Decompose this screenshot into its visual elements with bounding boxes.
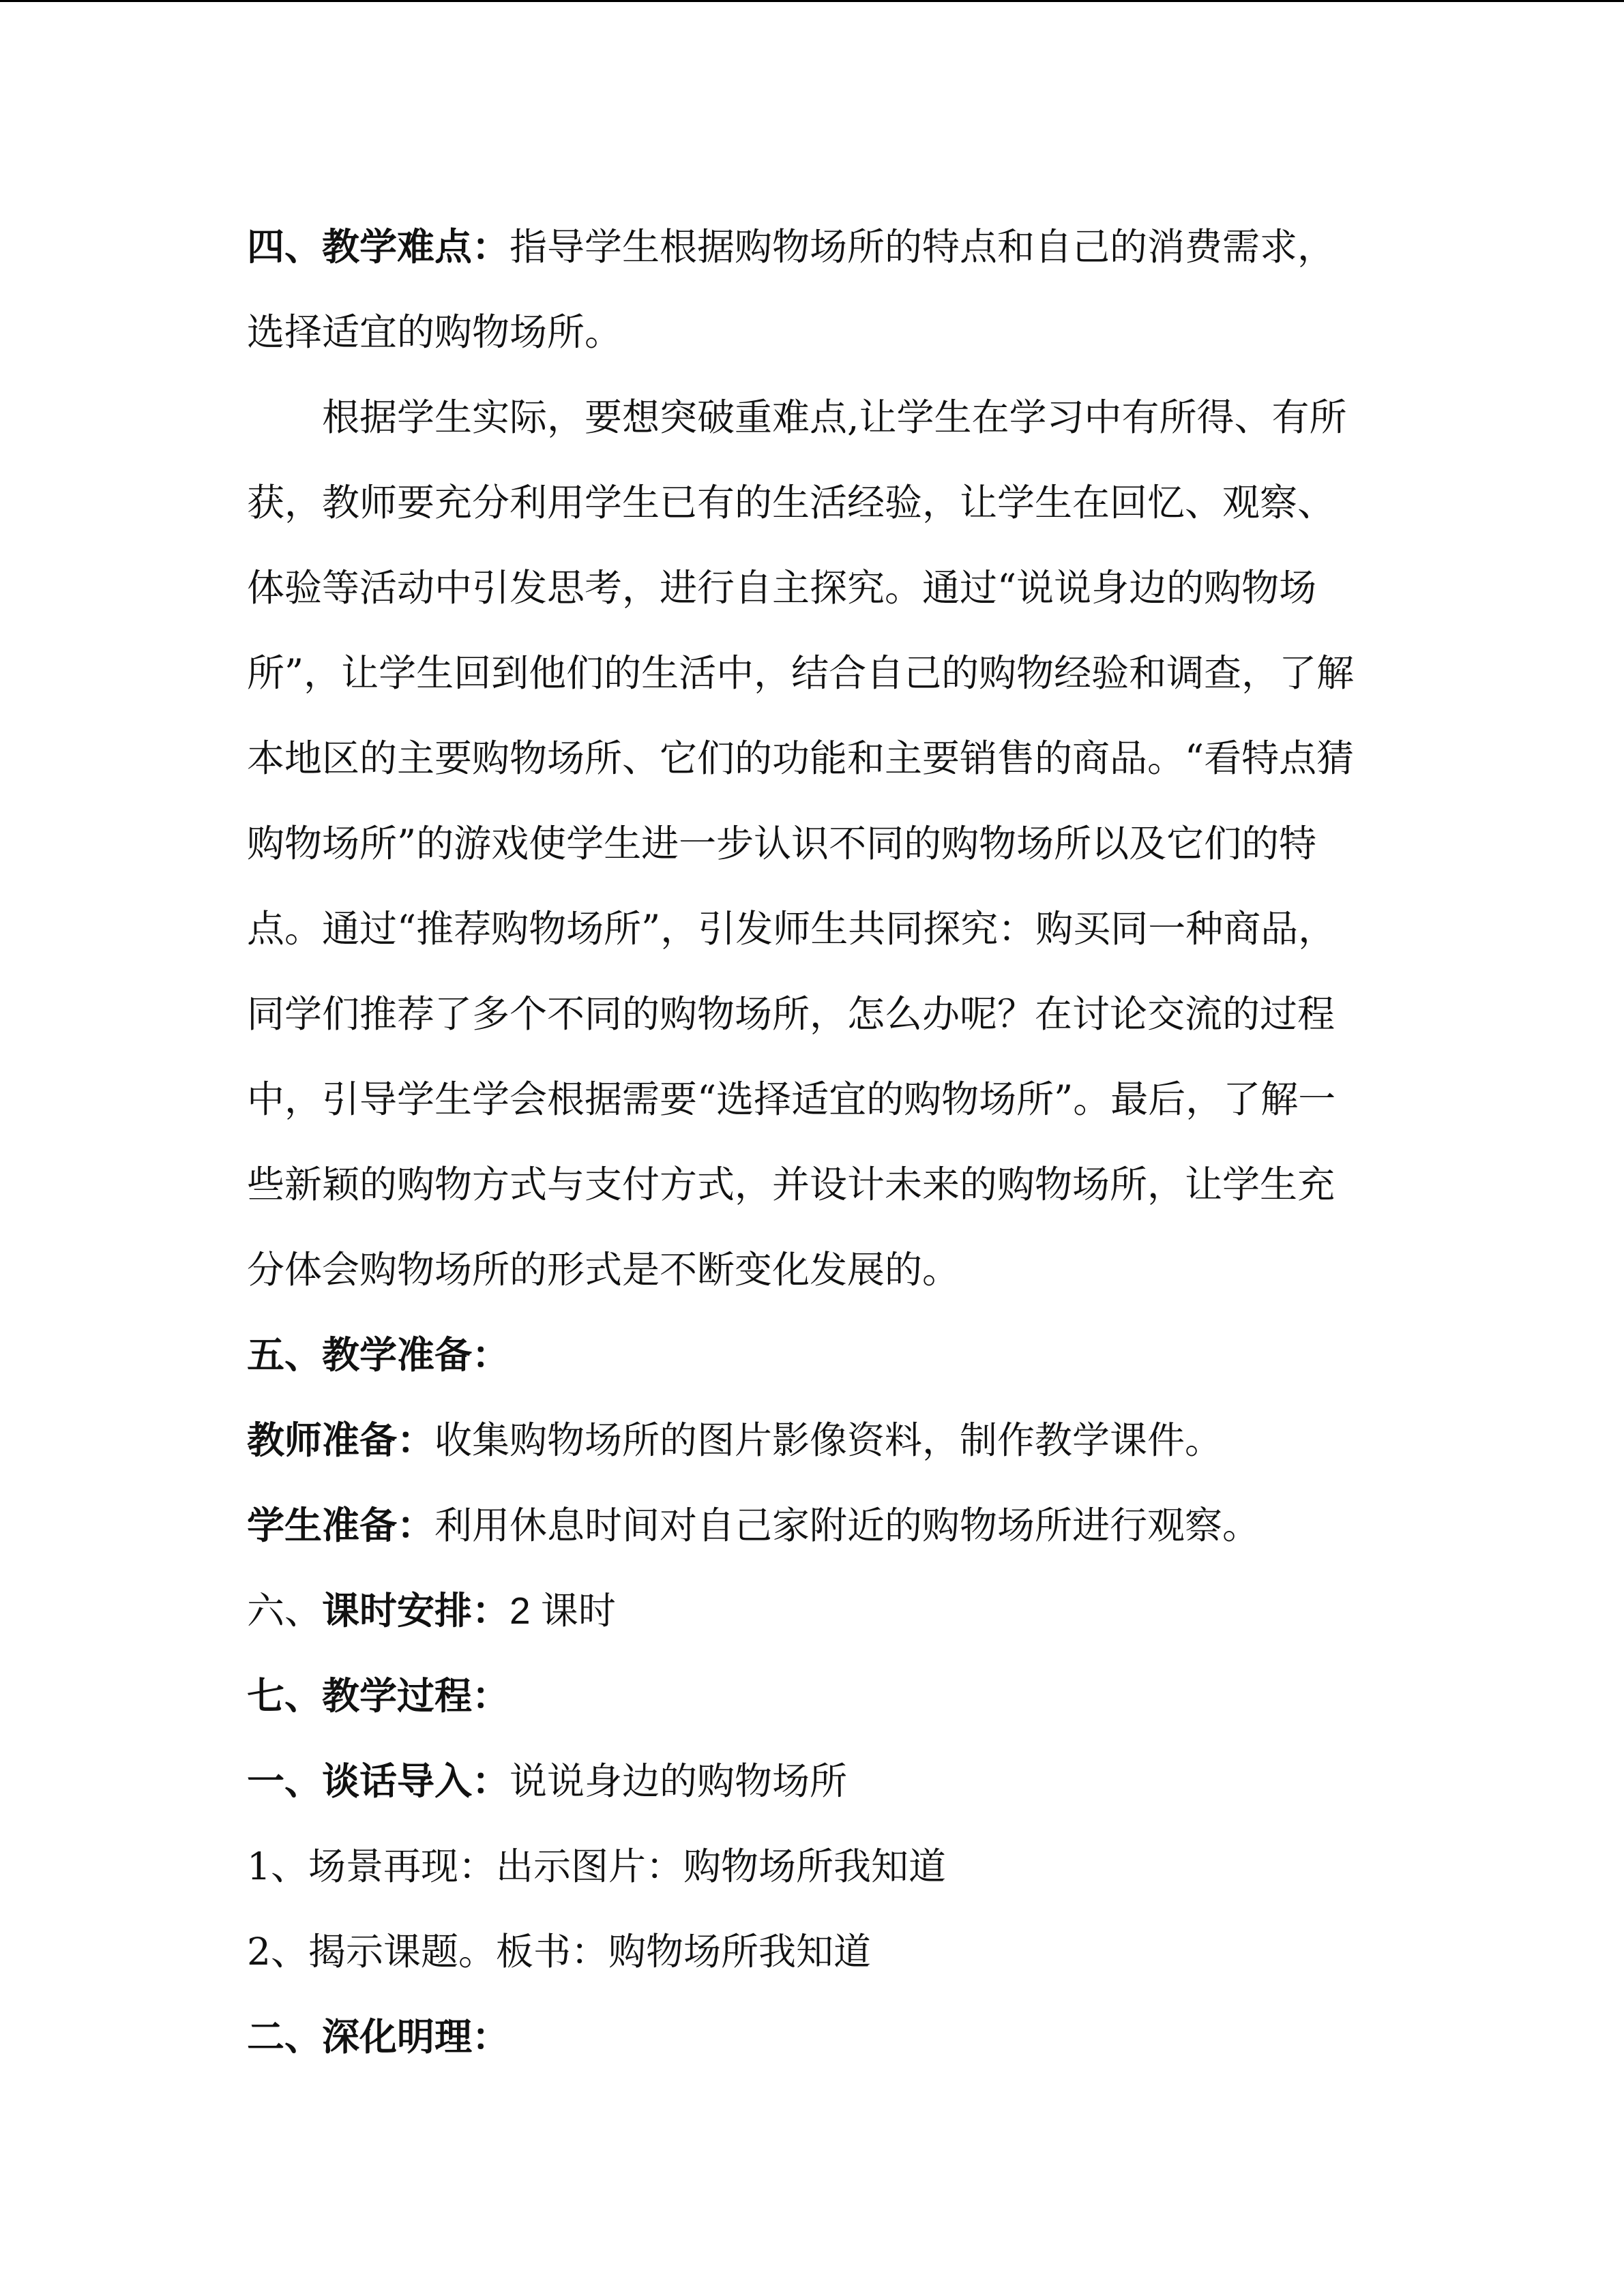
body-line-3: 体验等活动中引发思考，进行自主探究。通过“说说身边的购物场	[247, 566, 1317, 610]
deepen-heading: 二、深化明理：	[247, 2015, 510, 2059]
difficulty-label: 四、教学难点：	[247, 225, 510, 269]
intro-text: 说说身边的购物场所	[510, 1759, 848, 1803]
student-preparation	[247, 1483, 1379, 1568]
teacher-preparation-label: 教师准备：	[247, 1418, 435, 1462]
step-2: 2、揭示课题。板书：购物场所我知道	[247, 1930, 871, 1973]
body-line-2: 获，教师要充分利用学生已有的生活经验，让学生在回忆、观察、	[247, 481, 1335, 524]
schedule-line	[247, 1568, 1379, 1654]
preparation-heading: 五、教学准备：	[247, 1333, 510, 1377]
student-preparation-label: 学生准备：	[247, 1504, 435, 1547]
teacher-preparation	[247, 1398, 1379, 1483]
schedule-value: 2 课时	[510, 1590, 616, 1632]
intro-label: 一、谈话导入：	[247, 1759, 510, 1803]
schedule-prefix: 六、	[247, 1589, 323, 1632]
body-line-8: 同学们推荐了多个不同的购物场所，怎么办呢？在讨论交流的过程	[247, 992, 1335, 1036]
difficulty-line-2: 选择适宜的购物场所。	[247, 310, 623, 354]
body-line-4: 所”，让学生回到他们的生活中，结合自己的购物经验和调查，了解	[247, 651, 1355, 695]
teacher-preparation-text: 收集购物场所的图片影像资料，制作教学课件。	[434, 1418, 1223, 1462]
student-preparation-text: 利用休息时间对自己家附近的购物场所进行观察。	[434, 1504, 1260, 1547]
body-line-10: 些新颖的购物方式与支付方式，并设计未来的购物场所，让学生充	[247, 1163, 1335, 1206]
difficulty-line-1	[247, 205, 1379, 290]
schedule-label: 课时安排：	[322, 1589, 510, 1632]
step-1: 1、场景再现：出示图片：购物场所我知道	[247, 1845, 946, 1888]
body-line-9: 中，引导学生学会根据需要“选择适宜的购物场所”。最后，了解一	[247, 1077, 1336, 1121]
body-line-11: 分体会购物场所的形式是不断变化发展的。	[247, 1248, 960, 1292]
body-line-5: 本地区的主要购物场所、它们的功能和主要销售的商品。“看特点猜	[247, 736, 1355, 780]
document-page	[247, 205, 1379, 2080]
difficulty-text-1: 指导学生根据购物场所的特点和自己的消费需求，	[510, 225, 1335, 269]
process-heading: 七、教学过程：	[247, 1674, 510, 1718]
body-line-6: 购物场所”的游戏使学生进一步认识不同的购物场所以及它们的特	[247, 822, 1317, 865]
body-line-1: 根据学生实际，要想突破重难点,让学生在学习中有所得、有所	[322, 396, 1347, 439]
intro-line	[247, 1739, 1379, 1824]
top-border-line	[0, 0, 1624, 2]
body-line-7: 点。通过“推荐购物场所”，引发师生共同探究：购买同一种商品，	[247, 907, 1336, 951]
